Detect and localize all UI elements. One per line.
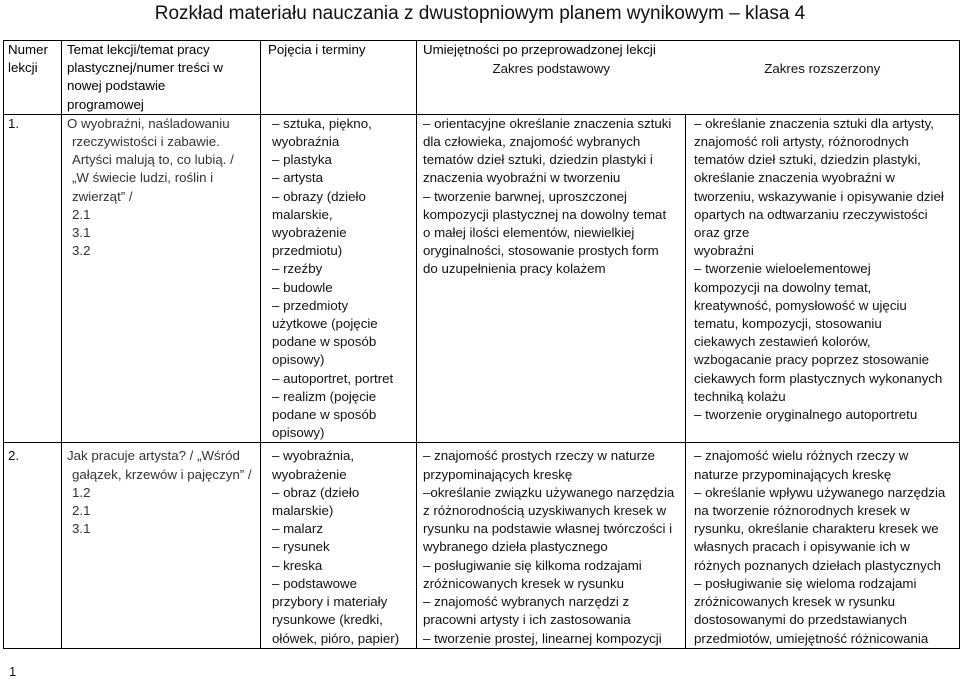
- lesson-terms: [261, 443, 417, 648]
- cell-line: przybory i materiały: [272, 594, 388, 610]
- header-number-line: Numer: [8, 42, 48, 57]
- cell-line: tematów dzieł sztuki, dziedzin plastyki,: [694, 152, 921, 168]
- cell-line: techniką kolażu: [694, 388, 786, 404]
- cell-line: określanie znaczenia wyobraźni w: [694, 170, 896, 186]
- cell-line: podane w sposób: [272, 407, 377, 423]
- cell-line: – tworzenie barwnej, uproszczonej: [423, 188, 627, 204]
- lesson-terms: [261, 114, 417, 443]
- cell-line: do uzupełnienia pracy kolażem: [423, 261, 606, 277]
- cell-line: 3.1: [72, 521, 91, 537]
- cell-line: – obraz (dzieło: [272, 484, 360, 500]
- cell-line: 3.1: [72, 225, 91, 241]
- header-number-line: lekcji: [8, 60, 38, 76]
- header-topic-line: programowej: [67, 96, 144, 112]
- cell-line: – przedmioty: [272, 297, 349, 313]
- cell-line: ciekawych form plastycznych wykonanych: [694, 370, 943, 386]
- cell-line: o małej ilości elementów, niewielkiej: [423, 225, 635, 241]
- cell-line: – malarz: [272, 521, 323, 537]
- cell-line: przypominających kreskę: [423, 466, 573, 482]
- cell-line: tworzeniu, wskazywanie i opisywanie dzieł: [694, 188, 944, 204]
- header-terms: Pojęcia i terminy: [261, 41, 417, 115]
- lesson-topic: [62, 443, 261, 648]
- header-topic-line: nowej podstawie: [67, 78, 166, 94]
- cell-line: zróżnicowanych kresek w rysunku: [694, 594, 896, 610]
- cell-line: 2.1: [72, 503, 91, 519]
- cell-line: przedmiotu): [272, 243, 343, 259]
- cell-line: rysunkowe (kredki,: [272, 612, 383, 628]
- basic-skills: [417, 443, 686, 648]
- cell-line: własnych pracach i opisywanie ich w: [694, 539, 910, 555]
- cell-line: dostosowanymi do przedstawianych: [694, 612, 907, 628]
- cell-line: opartych na odtwarzaniu rzeczywistości: [694, 206, 928, 222]
- cell-line: naturze przypominających kreskę: [694, 466, 892, 482]
- cell-line: oryginalności, stosowanie prostych form: [423, 243, 659, 259]
- cell-line: malarskie,: [272, 206, 333, 222]
- cell-line: – obrazy (dzieło: [272, 188, 366, 204]
- cell-line: –określanie związku używanego narzędzia: [423, 484, 675, 500]
- header-row: [4, 41, 960, 60]
- lesson-number: 1.: [4, 114, 62, 443]
- header-number: [4, 41, 62, 115]
- cell-line: podane w sposób: [272, 334, 377, 350]
- cell-line: – autoportret, portret: [272, 370, 394, 386]
- cell-line: wybranego dzieła plastycznego: [423, 539, 608, 555]
- cell-line: gałązek, krzewów i pajęczyn” /: [72, 466, 252, 482]
- cell-line: – kreska: [272, 557, 323, 573]
- cell-line: wyobraźnia: [272, 134, 340, 150]
- cell-line: wyobrażenie: [272, 225, 347, 241]
- cell-line: 3.2: [72, 243, 91, 259]
- cell-line: ciekawych zestawień kolorów,: [694, 334, 871, 350]
- extended-skills: [686, 114, 960, 443]
- cell-line: – artysta: [272, 170, 323, 186]
- cell-line: O wyobraźni, naśladowaniu: [67, 115, 230, 131]
- cell-line: na tworzenie różnorodnych kresek w: [694, 503, 910, 519]
- cell-line: – posługiwanie się kilkoma rodzajami: [423, 557, 642, 573]
- lesson-topic: [62, 114, 261, 443]
- cell-line: Jak pracuje artysta? / „Wśród: [67, 448, 240, 464]
- cell-line: kompozycji plastycznej na dowolny temat: [423, 206, 667, 222]
- cell-line: różnych poznanych dziełach plastycznych: [694, 557, 941, 573]
- cell-line: – posługiwanie się wieloma rodzajami: [694, 575, 917, 591]
- cell-line: – realizm (pojęcie: [272, 388, 377, 404]
- cell-line: malarskie): [272, 503, 334, 519]
- header-basic: Zakres podstawowy: [417, 60, 686, 115]
- cell-line: – budowle: [272, 279, 333, 295]
- cell-line: – rysunek: [272, 539, 330, 555]
- header-skills: Umiejętności po przeprowadzonej lekcji: [417, 41, 960, 60]
- cell-line: Artyści malują to, co lubią. /: [72, 152, 234, 168]
- header-topic-line: Temat lekcji/temat pracy: [67, 42, 210, 57]
- cell-line: 1.2: [72, 484, 91, 500]
- cell-line: tematów dzieł sztuki, dziedzin plastyki i: [423, 152, 653, 168]
- cell-line: kreatywność, pomysłowość w ujęciu: [694, 297, 907, 313]
- cell-line: „W świecie ludzi, roślin i: [72, 170, 214, 186]
- cell-line: – określanie znaczenia sztuki dla artysty,: [694, 115, 934, 131]
- cell-line: tematu, kompozycji, stosowaniu: [694, 316, 882, 332]
- cell-line: – określanie wpływu używanego narzędzia: [694, 484, 946, 500]
- cell-line: – podstawowe: [272, 575, 358, 591]
- cell-line: wyobrażenie: [272, 466, 347, 482]
- cell-line: rysunku na podstawie własnej twórczości i: [423, 521, 673, 537]
- cell-line: z różnorodnością uzyskiwanych kresek w: [423, 503, 667, 519]
- cell-line: – orientacyjne określanie znaczenia sztuki: [423, 115, 672, 131]
- lesson-plan-table: [3, 40, 960, 649]
- lesson-number: 2.: [4, 443, 62, 648]
- cell-line: – rzeźby: [272, 261, 323, 277]
- cell-line: – tworzenie oryginalnego autoportretu: [694, 407, 918, 423]
- cell-line: zwierząt” /: [72, 188, 133, 204]
- cell-line: – tworzenie wieloelementowej: [694, 261, 871, 277]
- cell-line: – plastyka: [272, 152, 332, 168]
- header-topic: [62, 41, 261, 115]
- cell-line: – tworzenie prostej, linearnej kompozycji: [423, 630, 662, 646]
- document-title: Rozkład materiału nauczania z dwustopniowym planem wynikowym – klasa 4: [154, 3, 806, 24]
- cell-line: dla człowieka, znajomość wybranych: [423, 134, 641, 150]
- cell-line: rzeczywistości i zabawie.: [72, 134, 220, 150]
- cell-line: – wyobraźnia,: [272, 448, 355, 464]
- cell-line: znajomość roli artysty, różnorodnych: [694, 134, 909, 150]
- cell-line: – znajomość wybranych narzędzi z: [423, 594, 630, 610]
- cell-line: zróżnicowanych kresek w rysunku: [423, 575, 625, 591]
- cell-line: pracowni artysty i ich zastosowania: [423, 612, 631, 628]
- cell-line: wzbogacanie pracy poprzez stosowanie: [694, 352, 930, 368]
- header-extended: Zakres rozszerzony: [686, 60, 960, 115]
- cell-line: – znajomość prostych rzeczy w naturze: [423, 448, 656, 464]
- cell-line: kompozycji na dowolny temat,: [694, 279, 872, 295]
- cell-line: rysunku, określanie charakteru kresek we: [694, 521, 939, 537]
- cell-line: – znajomość wielu różnych rzeczy w: [694, 448, 909, 464]
- page-number: 1: [9, 664, 17, 679]
- cell-line: oraz grze: [694, 225, 750, 241]
- basic-skills: [417, 114, 686, 443]
- cell-line: opisowy): [272, 425, 325, 441]
- extended-skills: [686, 443, 960, 648]
- cell-line: ołówek, pióro, papier): [272, 630, 400, 646]
- cell-line: wyobraźni: [694, 243, 754, 259]
- table-row: [4, 114, 960, 443]
- cell-line: – sztuka, piękno,: [272, 115, 372, 131]
- cell-line: przedmiotów, umiejętność różnicowania: [694, 630, 929, 646]
- cell-line: użytkowe (pojęcie: [272, 316, 378, 332]
- cell-line: 2.1: [72, 206, 91, 222]
- cell-line: opisowy): [272, 352, 325, 368]
- table-row: [4, 443, 960, 648]
- header-topic-line: plastycznej/numer treści w: [67, 60, 223, 76]
- cell-line: znaczenia wyobraźni w tworzeniu: [423, 170, 621, 186]
